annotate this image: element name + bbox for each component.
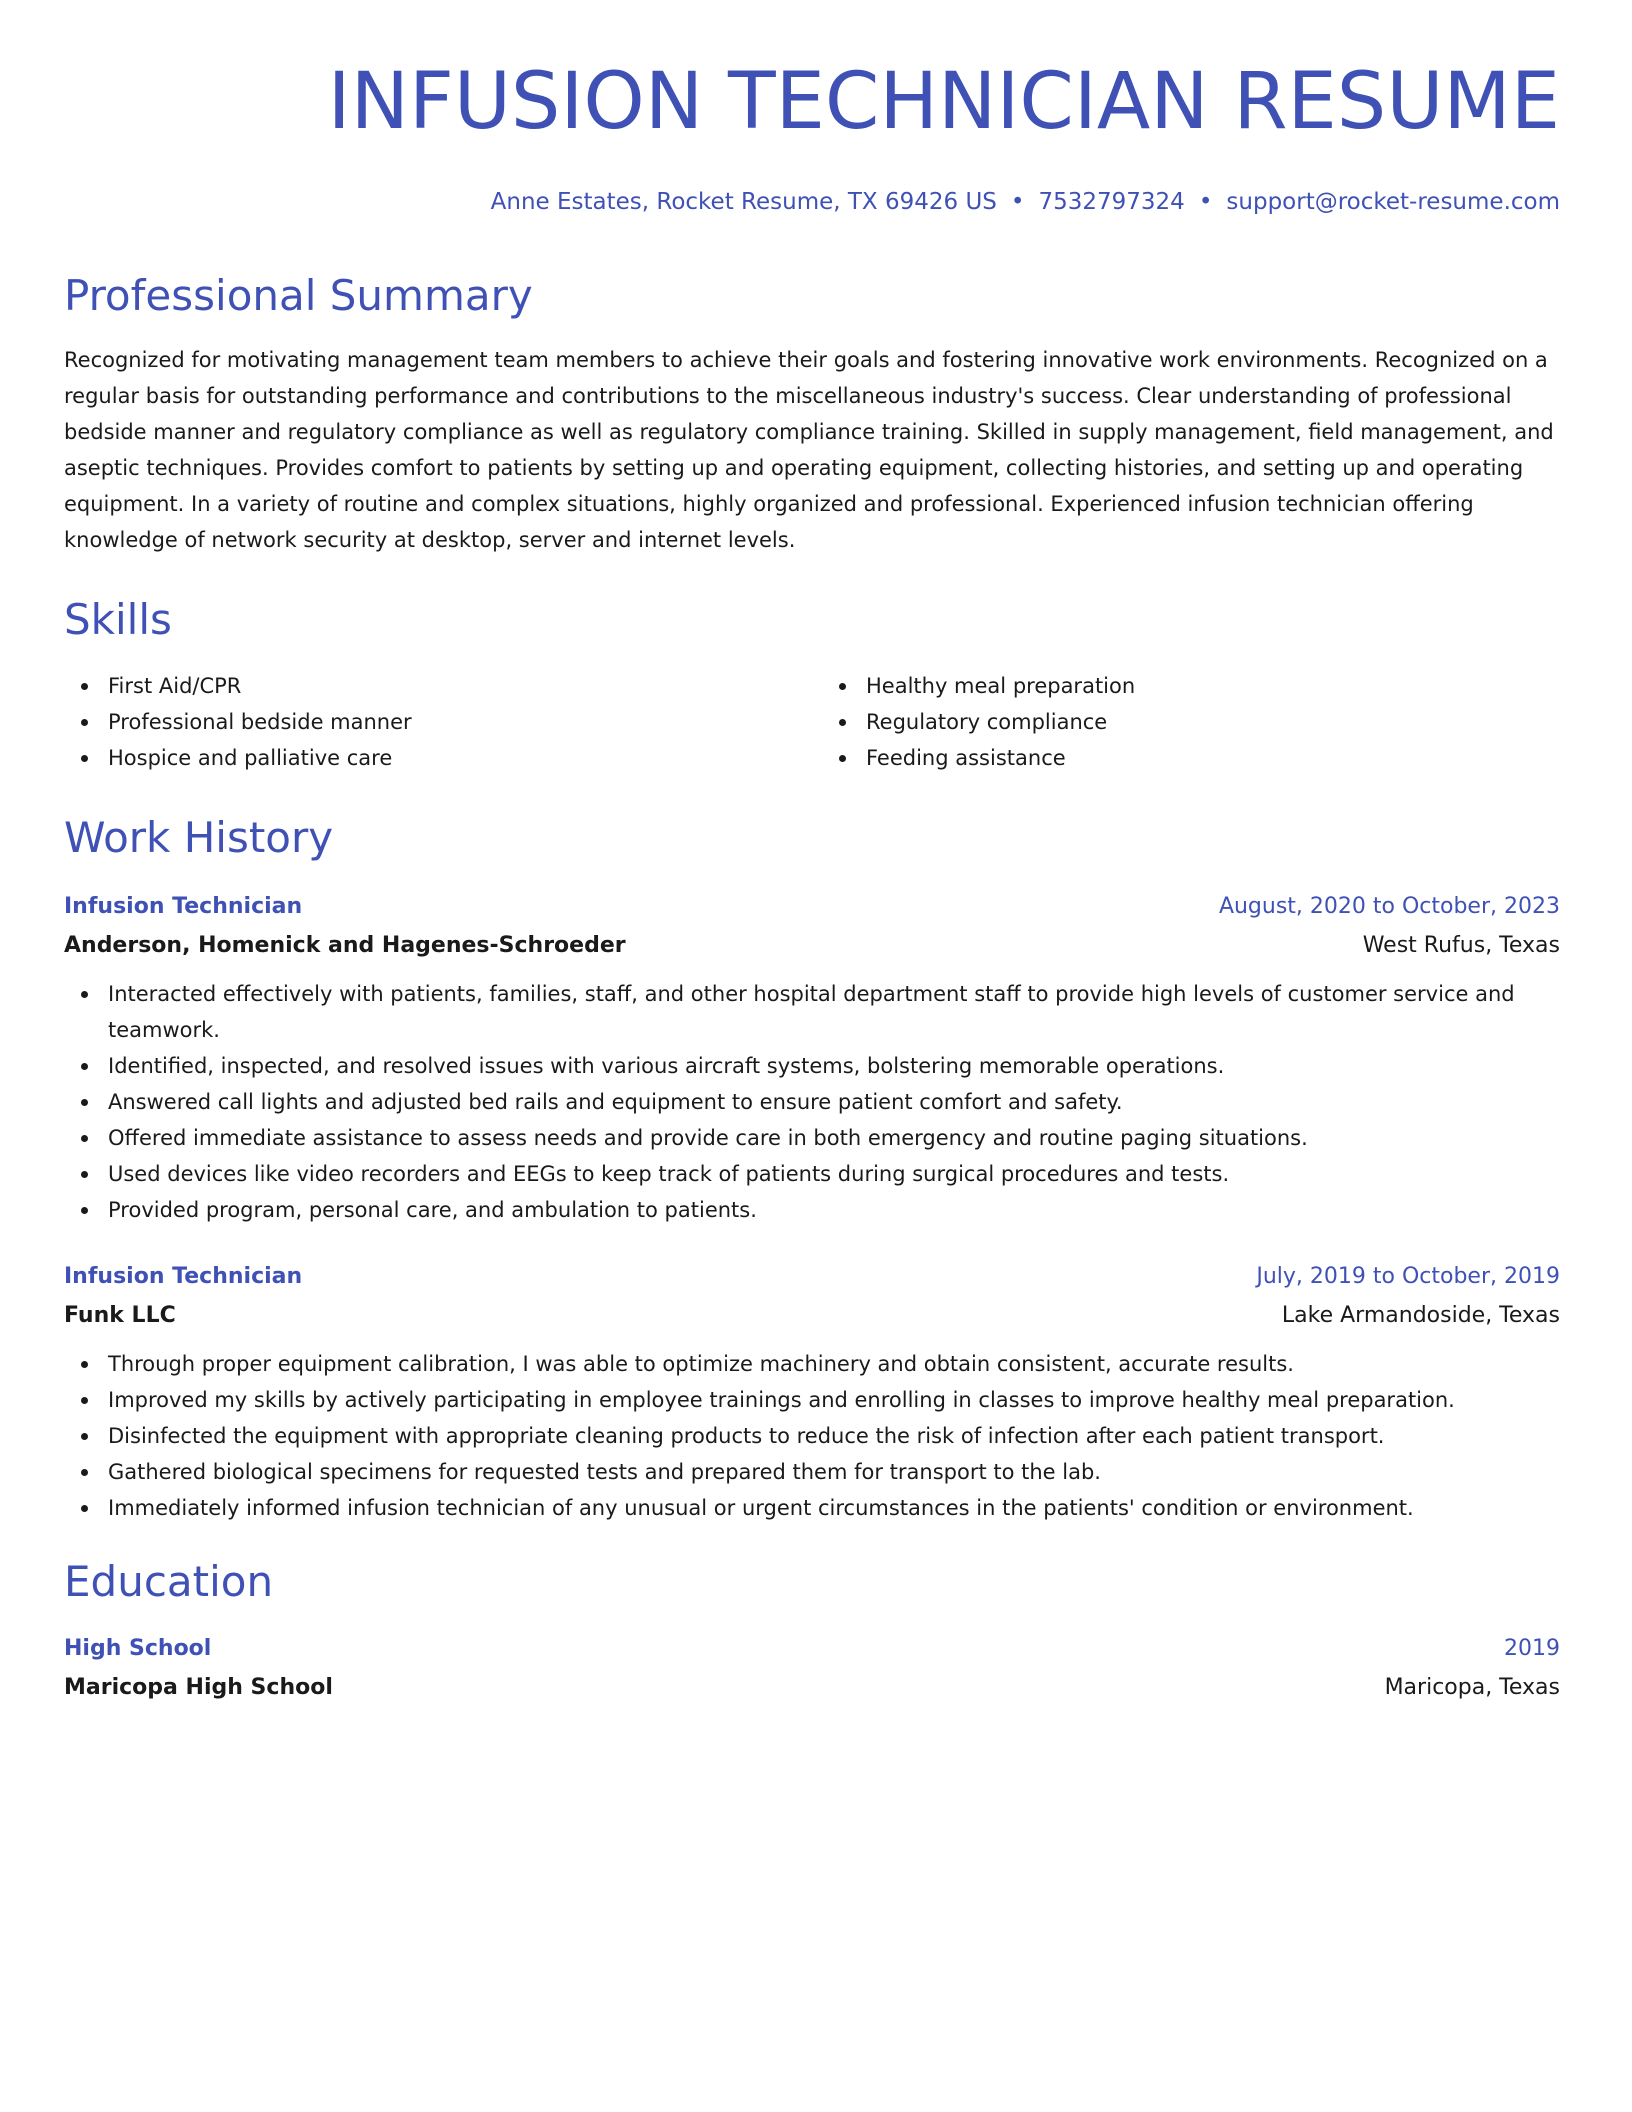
job-duty: Through proper equipment calibration, I was able to optimize machinery and obtain consistent, accurate results.	[64, 1346, 1560, 1382]
job-employer-row	[64, 926, 1560, 966]
resume-page	[64, 0, 1560, 1708]
contact-separator: •	[1198, 189, 1213, 215]
resume-title: INFUSION TECHNICIAN RESUME	[327, 57, 1560, 147]
education-year: 2019	[1504, 1636, 1560, 1661]
skills-column-right	[822, 668, 1560, 776]
summary-heading: Professional Summary	[64, 271, 533, 320]
education-heading: Education	[64, 1557, 274, 1606]
job-entry	[64, 1258, 1560, 1526]
education-entry	[64, 1630, 1560, 1708]
job-role: Infusion Technician	[64, 1264, 303, 1289]
job-dates: July, 2019 to October, 2019	[1256, 1264, 1560, 1289]
job-company: Funk LLC	[64, 1303, 176, 1328]
job-dates: August, 2020 to October, 2023	[1218, 894, 1560, 919]
job-header	[64, 1258, 1560, 1296]
skill-item: First Aid/CPR	[64, 668, 802, 704]
skill-item: Regulatory compliance	[822, 704, 1560, 740]
skill-item: Hospice and palliative care	[64, 740, 802, 776]
skill-item: Healthy meal preparation	[822, 668, 1560, 704]
skills-column-left	[64, 668, 802, 776]
job-duty: Gathered biological specimens for requested tests and prepared them for transport to the lab.	[64, 1454, 1560, 1490]
job-company: Anderson, Homenick and Hagenes-Schroeder	[64, 933, 626, 958]
job-duty: Improved my skills by actively participating in employee trainings and enrolling in classes to improve healthy meal preparation.	[64, 1382, 1560, 1418]
job-duty: Identified, inspected, and resolved issues with various aircraft systems, bolstering memorable operations.	[64, 1048, 1560, 1084]
education-school: Maricopa High School	[64, 1675, 333, 1700]
education-header	[64, 1630, 1560, 1668]
education-school-row	[64, 1668, 1560, 1708]
job-duties	[64, 976, 1560, 1228]
contact-address: Anne Estates, Rocket Resume, TX 69426 US	[490, 189, 997, 215]
job-duties	[64, 1346, 1560, 1526]
education-location: Maricopa, Texas	[1384, 1675, 1560, 1700]
job-employer-row	[64, 1296, 1560, 1336]
job-role: Infusion Technician	[64, 894, 303, 919]
skills-list	[64, 668, 1560, 776]
job-duty: Used devices like video recorders and EEGs to keep track of patients during surgical procedures and tests.	[64, 1156, 1560, 1192]
work-history-heading: Work History	[64, 813, 334, 862]
job-duty: Interacted effectively with patients, families, staff, and other hospital department staff to provide high levels of customer service and teamwork.	[64, 976, 1560, 1048]
contact-line	[64, 186, 1560, 218]
job-duty: Immediately informed infusion technician of any unusual or urgent circumstances in the patients' condition or environment.	[64, 1490, 1560, 1526]
summary-text: Recognized for motivating management team members to achieve their goals and fostering innovative work environments. Recognized on a regular basis for outstanding performance and contributions to the miscellaneous industry's success. Clear understanding of professional bedside manner and regulatory compliance as well as regulatory compliance training. Skilled in supply management, field management, and aseptic techniques. Provides comfort to patients by setting up and operating equipment, collecting histories, and setting up and operating equipment. In a variety of routine and complex situations, highly organized and professional. Experienced infusion technician offering knowledge of network security at desktop, server and internet levels.	[64, 348, 1554, 552]
contact-email: support@rocket-resume.com	[1226, 189, 1560, 215]
skill-item: Feeding assistance	[822, 740, 1560, 776]
job-location: West Rufus, Texas	[1362, 933, 1560, 958]
education-degree: High School	[64, 1636, 212, 1661]
job-duty: Provided program, personal care, and ambulation to patients.	[64, 1192, 1560, 1228]
job-entry	[64, 888, 1560, 1228]
job-duty: Offered immediate assistance to assess needs and provide care in both emergency and routine paging situations.	[64, 1120, 1560, 1156]
job-duty: Disinfected the equipment with appropriate cleaning products to reduce the risk of infection after each patient transport.	[64, 1418, 1560, 1454]
contact-separator: •	[1010, 189, 1025, 215]
contact-phone: 7532797324	[1038, 189, 1185, 215]
job-duty: Answered call lights and adjusted bed rails and equipment to ensure patient comfort and safety.	[64, 1084, 1560, 1120]
job-location: Lake Armandoside, Texas	[1281, 1303, 1560, 1328]
job-header	[64, 888, 1560, 926]
skills-heading: Skills	[64, 595, 172, 644]
skill-item: Professional bedside manner	[64, 704, 802, 740]
